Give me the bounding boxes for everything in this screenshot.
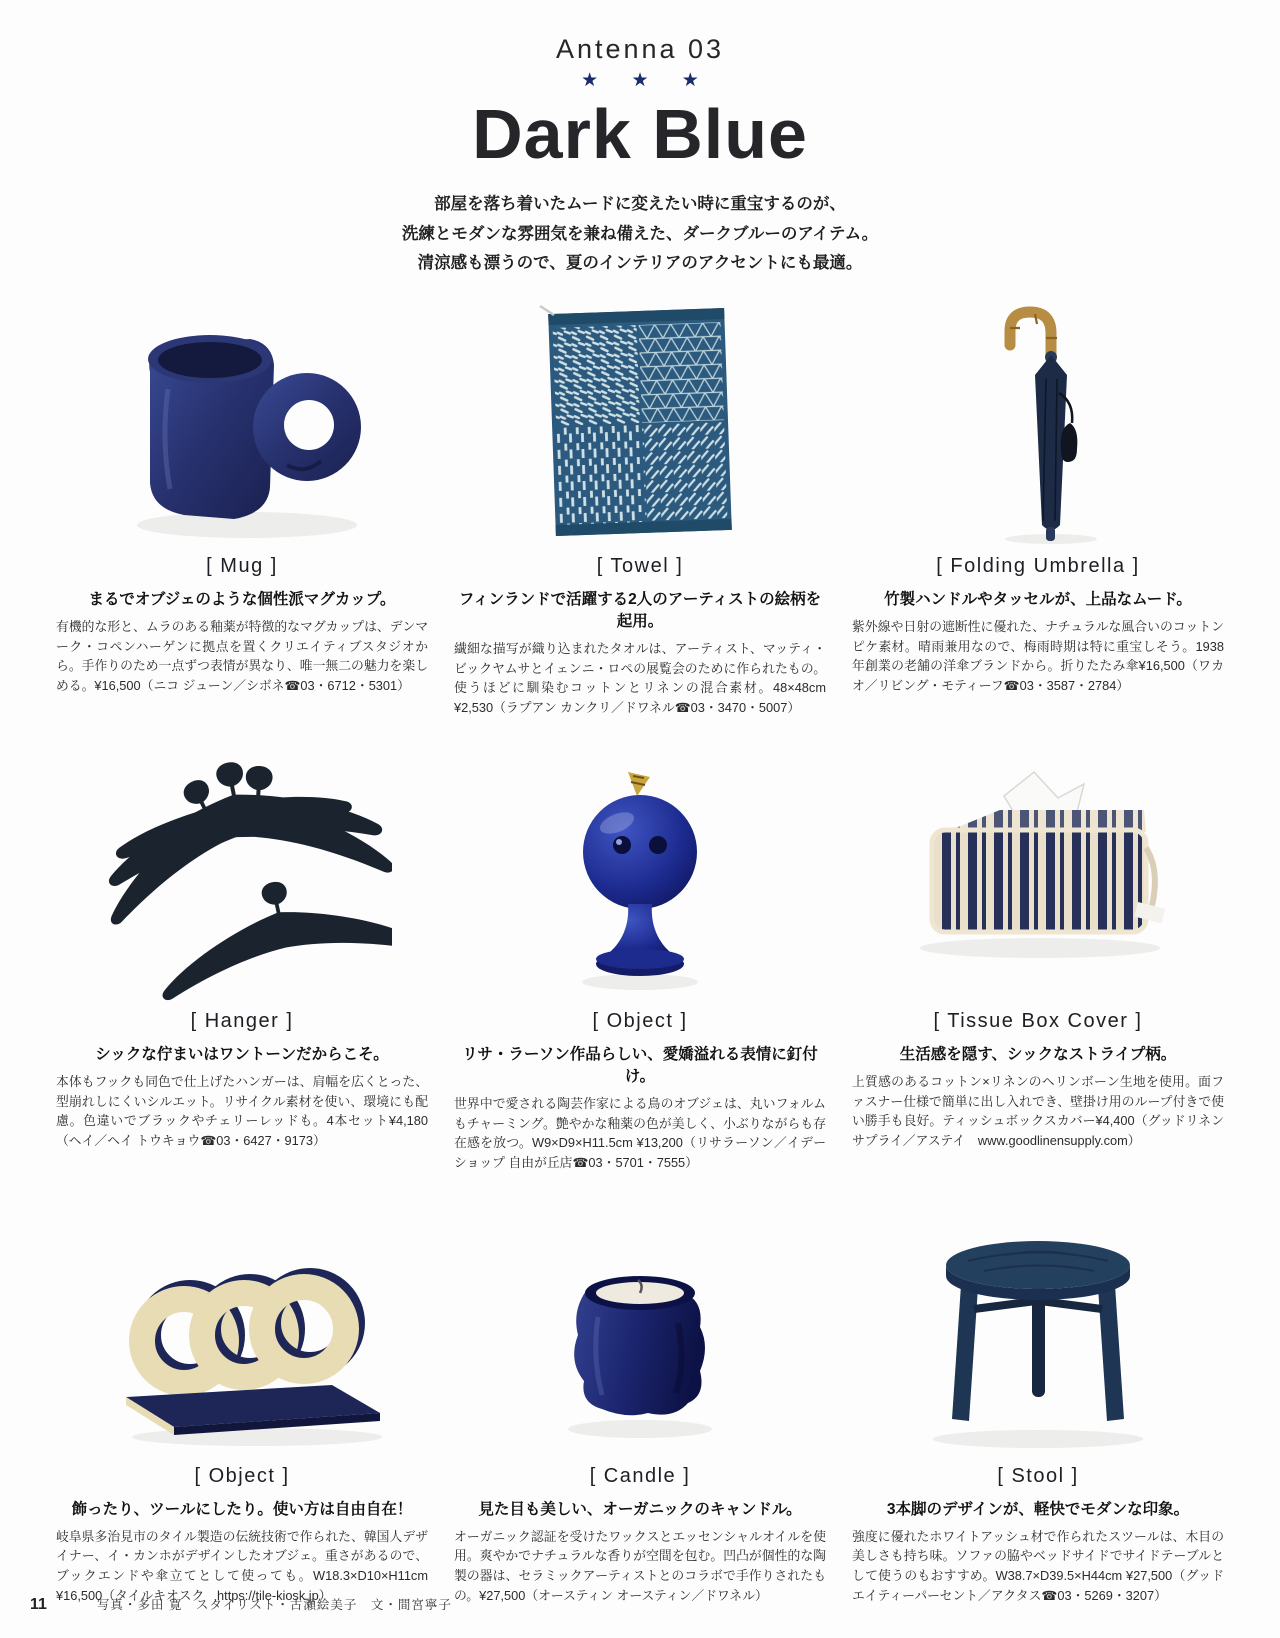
product-headline: リサ・ラーソン作品らしい、愛嬌溢れる表情に釘付け。	[462, 1045, 818, 1085]
stool-image	[852, 1207, 1224, 1457]
page-title: Dark Blue	[472, 95, 808, 173]
product-card-tile-object	[56, 1207, 428, 1606]
product-card-tissue-box-cover	[852, 752, 1224, 1173]
product-title: [ Object ]	[592, 1009, 688, 1032]
folding-umbrella-image	[852, 297, 1224, 547]
product-card-hanger	[56, 752, 428, 1173]
product-description: 本体もフックも同色で仕上げたハンガーは、肩幅を広くとった、型崩れしにくいシルエット。リサイクル素材を使い、環境にも配慮。色違いでブラックやチェリーレッドも。4本セット¥4,180（ヘイ／ヘイ トウキョウ☎03・6427・9173）	[56, 1073, 428, 1148]
page-footer	[30, 1595, 452, 1614]
product-card-stool	[852, 1207, 1224, 1606]
product-description: 強度に優れたホワイトアッシュ材で作られたスツールは、木目の美しさも持ち味。ソファの脇やベッドサイドでサイドテーブルとして使うのもおすすめ。W38.7×D39.5×H44cm ¥27,500（グッドエイティーパーセント／アクタス☎03・5269・3207）	[852, 1528, 1224, 1603]
hanger-image	[56, 752, 428, 1002]
product-description: 繊細な描写が織り込まれたタオルは、アーティスト、マッティ・ビックヤムサとイェンニ・ロペの展覧会のために作られたもの。使うほどに馴染むコットンとリネンの混合素材。48×48cm ¥2,530（ラプアン カンクリ／ドワネル☎03・3470・5007）	[454, 641, 826, 716]
product-headline: 見た目も美しい、オーガニックのキャンドル。	[478, 1500, 802, 1518]
credits-text: 写真・多田 寛 スタイリスト・古瀬絵美子 文・間宮寧子	[96, 1598, 452, 1612]
product-title: [ Hanger ]	[190, 1009, 294, 1032]
product-title: [ Candle ]	[589, 1464, 691, 1487]
towel-image	[454, 297, 826, 547]
product-description: オーガニック認証を受けたワックスとエッセンシャルオイルを使用。爽やかでナチュラルな香りが空間を包む。凹凸が個性的な陶製の器は、セラミックアーティストとのコラボで手作りされたもの。¥27,500（オースティン オースティン／ドワネル）	[454, 1528, 826, 1603]
page-number: 11	[30, 1596, 47, 1613]
candle-image	[454, 1207, 826, 1457]
product-headline: 3本脚のデザインが、軽快でモダンな印象。	[886, 1500, 1190, 1518]
intro-paragraph	[0, 190, 1280, 279]
product-headline: 竹製ハンドルやタッセルが、上品なムード。	[884, 591, 1192, 609]
product-description: 有機的な形と、ムラのある釉薬が特徴的なマグカップは、デンマーク・コペンハーゲンに拠点を置くクリエイティブスタジオから。手作りのため一点ずつ表情が異なり、唯一無二の魅力を楽しめる。¥16,500（ニコ ジューン／シボネ☎03・6712・5301）	[56, 619, 428, 694]
product-headline: 飾ったり、ツールにしたり。使い方は自由自在！	[71, 1500, 413, 1518]
product-card-mug	[56, 297, 428, 718]
product-description: 岐阜県多治見市のタイル製造の伝統技術で作られた、韓国人デザイナー、イ・カンホがデザインしたオブジェ。重さがあるので、ブックエンドや傘立てとして使っても。W18.3×D10×H11cm ¥16,500（タイルキオスク https://tile-kiosk.jp）	[56, 1528, 428, 1603]
intro-line: 部屋を落ち着いたムードに変えたい時に重宝するのが、	[434, 195, 846, 213]
product-grid	[0, 279, 1280, 1605]
three-stars-icon: ★ ★ ★	[581, 70, 713, 91]
product-headline: まるでオブジェのような個性派マグカップ。	[88, 591, 396, 609]
mug-image	[56, 297, 428, 547]
tile-object-image	[56, 1207, 428, 1457]
product-card-candle	[454, 1207, 826, 1606]
page-header	[0, 0, 1280, 279]
product-title: [ Object ]	[194, 1464, 290, 1487]
product-title: [ Tissue Box Cover ]	[933, 1009, 1143, 1032]
product-title: [ Folding Umbrella ]	[936, 555, 1140, 578]
bird-object-image	[454, 752, 826, 1002]
intro-line: 清涼感も漂うので、夏のインテリアのアクセントにも最適。	[417, 254, 863, 273]
section-kicker: Antenna 03	[555, 34, 725, 64]
tissue-box-cover-image	[852, 752, 1224, 1002]
product-description: 世界中で愛される陶芸作家による鳥のオブジェは、丸いフォルムもチャーミング。艶やかな釉薬の色が美しく、小ぶりながらも存在感を放つ。W9×D9×H11.5cm ¥13,200（リサラーソン／イデーショップ 自由が丘店☎03・5701・7555）	[454, 1095, 826, 1170]
product-headline: フィンランドで活躍する2人のアーティストの絵柄を起用。	[458, 591, 822, 631]
product-card-bird-object	[454, 752, 826, 1173]
product-title: [ Towel ]	[596, 555, 684, 578]
product-headline: 生活感を隠す、シックなストライプ柄。	[899, 1045, 1177, 1063]
product-card-towel	[454, 297, 826, 718]
product-card-folding-umbrella	[852, 297, 1224, 718]
intro-line: 洗練とモダンな雰囲気を兼ね備えた、ダークブルーのアイテム。	[401, 224, 879, 243]
product-description: 紫外線や日射の遮断性に優れた、ナチュラルな風合いのコットンピケ素材。晴雨兼用なので、梅雨時期は特に重宝しそう。1938年創業の老舗の洋傘ブランドから。折りたたみ傘¥16,500（ワカオ／リビング・モティーフ☎03・3587・2784）	[852, 619, 1224, 694]
product-title: [ Mug ]	[206, 555, 278, 578]
product-description: 上質感のあるコットン×リネンのヘリンボーン生地を使用。面ファスナー仕様で簡単に出し入れでき、壁掛け用のループ付きで使い勝手も良好。ティッシュボックスカバー¥4,400（グッドリネンサプライ／アステイ www.goodlinensupply.com）	[852, 1073, 1224, 1148]
product-title: [ Stool ]	[997, 1464, 1079, 1487]
product-headline: シックな佇まいはワントーンだからこそ。	[95, 1045, 389, 1063]
